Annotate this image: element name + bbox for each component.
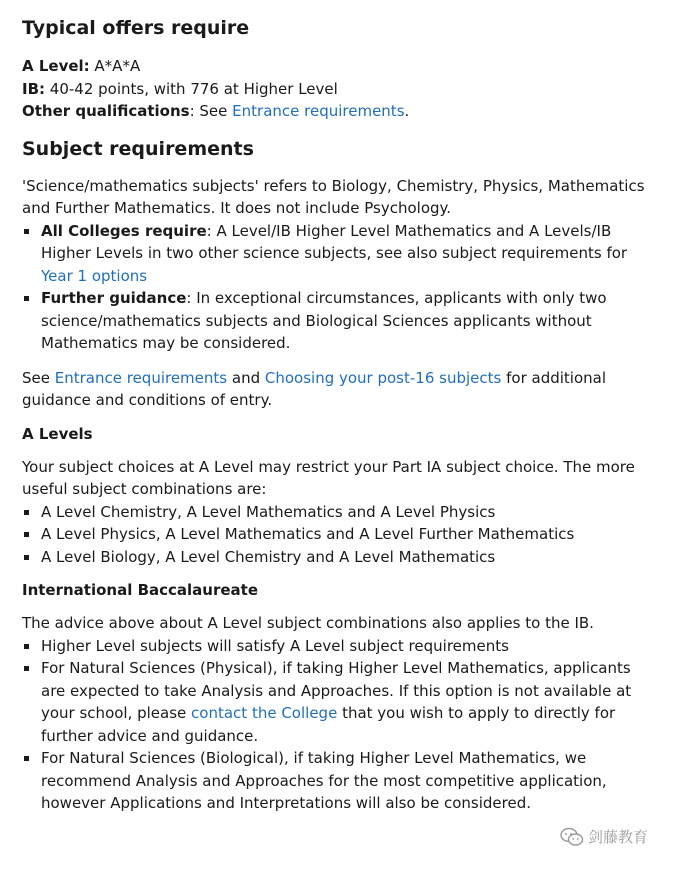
bullet-icon xyxy=(24,644,29,649)
see-also-paragraph xyxy=(22,367,654,412)
combination-text: A Level Physics, A Level Mathematics and A Level Further Mathematics xyxy=(41,525,575,543)
bullet-icon xyxy=(24,555,29,560)
list-item xyxy=(22,635,654,658)
typical-offers-heading: Typical offers require xyxy=(22,17,250,39)
subject-requirements-heading: Subject requirements xyxy=(22,137,254,160)
ib-item-text: For Natural Sciences (Physical), if taking Higher Level Mathematics, applicants are expected to take Analysis and Approaches. If this option is not available at your school, please xyxy=(41,659,632,722)
list-item xyxy=(22,747,654,815)
ib-item-text: that you wish to apply to directly for further advice and guidance. xyxy=(41,704,616,745)
combination-text: A Level Chemistry, A Level Mathematics and A Level Physics xyxy=(41,502,496,521)
year-1-options-link[interactable]: Year 1 options xyxy=(41,266,148,285)
science-subjects-note: 'Science/mathematics subjects' refers to Biology, Chemistry, Physics, Mathematics and Further Mathematics. It does not include Psychology. xyxy=(22,176,645,217)
ib-list xyxy=(22,635,654,815)
ib-heading: International Baccalaureate xyxy=(22,581,259,599)
alevel-offer-line xyxy=(22,55,654,78)
see-prefix: See xyxy=(22,368,55,387)
other-qualifications-line xyxy=(22,100,654,123)
list-item xyxy=(22,546,654,569)
a-levels-intro: Your subject choices at A Level may restrict your Part IA subject choice. The more useful subject combinations are: xyxy=(22,457,635,498)
entrance-requirements-link[interactable]: Entrance requirements xyxy=(232,102,405,120)
page-content xyxy=(22,14,654,815)
bullet-icon xyxy=(24,532,29,537)
wechat-icon xyxy=(560,827,584,847)
bullet-icon xyxy=(24,296,29,301)
further-guidance-text: : In exceptional circumstances, applicants with only two science/mathematics subjects and Biological Sciences applicants without Mathematics may be considered. xyxy=(41,289,607,352)
ib-item-text: For Natural Sciences (Biological), if taking Higher Level Mathematics, we recommend Analysis and Approaches for the most competitive application, however Applications and Interpretations will also be considered. xyxy=(41,749,607,812)
watermark xyxy=(560,826,648,847)
other-prefix: : See xyxy=(189,102,233,120)
a-levels-combinations-list xyxy=(22,501,654,569)
ib-value: 40-42 points, with 776 at Higher Level xyxy=(45,79,338,98)
list-item xyxy=(22,523,654,546)
list-item xyxy=(22,220,654,288)
list-item xyxy=(22,657,654,747)
offers-block xyxy=(22,55,654,123)
combination-text: A Level Biology, A Level Chemistry and A Level Mathematics xyxy=(41,547,496,566)
alevel-value: A*A*A xyxy=(89,57,141,75)
further-guidance-label: Further guidance xyxy=(41,289,187,307)
ib-intro: The advice above about A Level subject combinations also applies to the IB. xyxy=(22,614,594,632)
list-item xyxy=(22,287,654,355)
contact-the-college-link[interactable]: contact the College xyxy=(191,704,338,722)
all-colleges-text: : A Level/IB Higher Level Mathematics and A Levels/IB Higher Levels in two other science subjects, see also subject requirements for xyxy=(41,221,628,262)
watermark-text: 剑藤教育 xyxy=(588,828,649,846)
entrance-requirements-link-2[interactable]: Entrance requirements xyxy=(54,368,228,387)
ib-item-text: Higher Level subjects will satisfy A Level subject requirements xyxy=(41,636,509,655)
ib-offer-line xyxy=(22,78,654,101)
other-qualifications-label: Other qualifications xyxy=(22,102,190,120)
alevel-label: A Level: xyxy=(22,57,90,75)
bullet-icon xyxy=(24,510,29,515)
choosing-post16-subjects-link[interactable]: Choosing your post-16 subjects xyxy=(264,368,502,387)
ib-label: IB: xyxy=(22,79,46,98)
all-colleges-label: All Colleges require xyxy=(41,221,207,240)
bullet-icon xyxy=(24,229,29,234)
a-levels-heading: A Levels xyxy=(22,424,93,443)
list-item xyxy=(22,501,654,524)
requirements-list xyxy=(22,220,654,355)
bullet-icon xyxy=(24,756,29,761)
see-middle: and xyxy=(227,368,265,387)
see-suffix: for additional guidance and conditions of entry. xyxy=(22,368,606,409)
other-suffix: . xyxy=(404,102,410,120)
bullet-icon xyxy=(24,666,29,671)
